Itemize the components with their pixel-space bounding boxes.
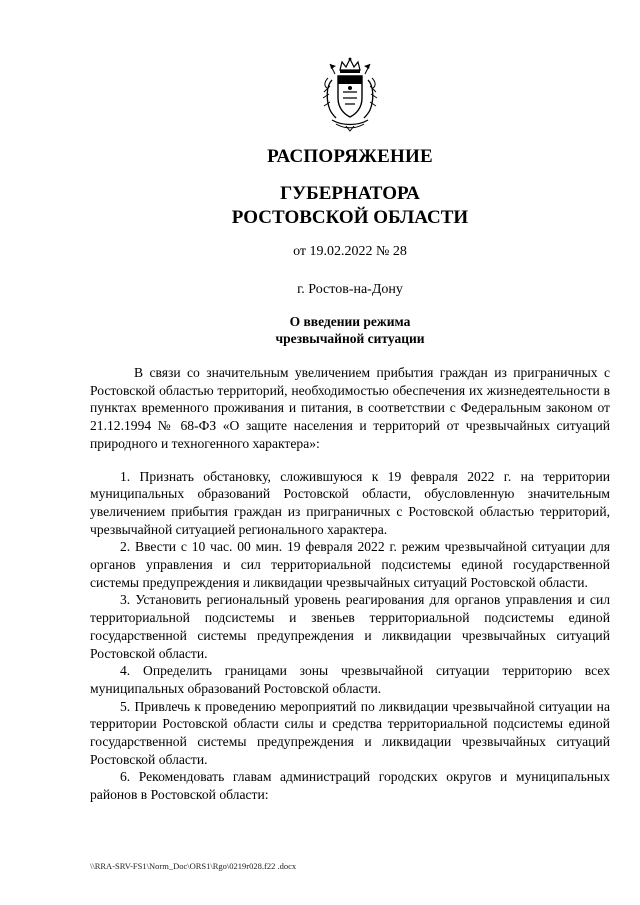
document-title: РАСПОРЯЖЕНИЕ (267, 146, 433, 167)
item-1: 1. Признать обстановку, сложившуюся к 19 февраля 2022 г. на территории муниципальных образований Ростовской области, обусловленную значительным увеличением прибытия граждан из приграничных с Ростовской областью территорий, чрезвычайной ситуацией регионального характера. (90, 468, 610, 537)
item-4: 4. Определить границами зоны чрезвычайной ситуации территорию всех муниципальных образований Ростовской области. (90, 663, 610, 696)
issuer-line-2: РОСТОВСКОЙ ОБЛАСТИ (231, 207, 469, 228)
item-5: 5. Привлечь к проведению мероприятий по ликвидации чрезвычайной ситуации на территории Ростовской области силы и средства территориальной подсистемы единой государственной системы предупреждения и ликвидации чрезвычайных ситуаций Ростовской области. (90, 698, 610, 767)
issuer-line-1: ГУБЕРНАТОРА (280, 183, 420, 204)
subject-line-2: чрезвычайной ситуации (275, 331, 425, 346)
file-path-footer: \\RRA-SRV-FS1\Norm_Doc\ORS1\Rgo\0219r028.f22 .docx (90, 861, 297, 871)
item-3: 3. Установить региональный уровень реагирования для органов управления и сил территориальной подсистемы и звеньев территориальной подсистемы единой государственной системы предупреждения и ликвидации чрезвычайных ситуаций Ростовской области. (90, 592, 610, 661)
issuer-heading (0, 182, 640, 230)
coat-of-arms-icon (318, 56, 382, 132)
subject-heading (0, 313, 640, 347)
item-6: 6. Рекомендовать главам администраций городских округов и муниципальных районов в Ростовской области: (90, 769, 610, 803)
document-body (90, 364, 610, 804)
item-2: 2. Ввести с 10 час. 00 мин. 19 февраля 2022 г. режим чрезвычайной ситуации для органов управления и сил территориальной подсистемы единой государственной системы предупреждения и ликвидации чрезвычайных ситуаций Ростовской области. (90, 539, 610, 590)
date-number: от 19.02.2022 № 28 (293, 244, 407, 259)
city: г. Ростов-на-Дону (297, 282, 403, 297)
preamble: В связи со значительным увеличением прибытия граждан из приграничных с Ростовской областью территорий, необходимостью обеспечения их жизнедеятельности в пунктах временного проживания и питания, в соответствии с Федеральным законом от 21.12.1994 № 68-ФЗ «О защите населения и территорий от чрезвычайных ситуаций природного и техногенного характера»: (90, 365, 610, 451)
subject-line-1: О введении режима (289, 314, 411, 329)
